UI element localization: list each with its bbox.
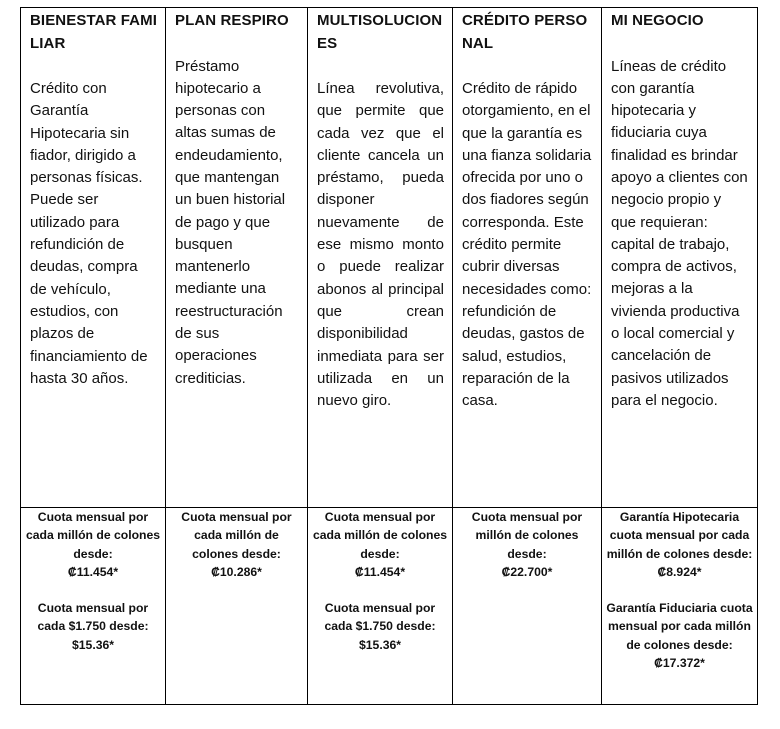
fee-block <box>25 508 161 581</box>
fee-label: Cuota mensual por cada millón de colones desde: <box>181 510 292 561</box>
credito-personal-title: CRÉDITO PERSONAL <box>462 12 588 52</box>
fee-block <box>170 508 303 581</box>
fee-label: Cuota mensual por cada $1.750 desde: <box>37 601 149 634</box>
mi-negocio-title: MI NEGOCIO <box>611 12 704 29</box>
fee-block <box>312 599 448 654</box>
multisoluciones-description: Línea revolutiva, que permite que cada vez que el cliente cancela un préstamo, pueda disponer nuevamente de ese mismo monto o puede realizar abonos al principal que crean disponibilidad inmediata para ser utilizada en un nuevo giro. <box>317 80 444 410</box>
plan-respiro-description: Préstamo hipotecario a personas con altas sumas de endeudamiento, que mantengan un buen historial de pago y que busquen mantenerlo mediante una reestructuración de sus operaciones crediticias. <box>175 57 286 387</box>
fee-block <box>457 508 597 581</box>
fee-block <box>606 599 753 672</box>
mi-negocio-description: Líneas de crédito con garantía hipotecaria y fiduciaria cuya finalidad es brindar apoyo a clientes con negocio propio y que requieran: capital de trabajo, compra de activos, mejoras a la vivienda productiva o local comercial y cancelación de pasivos utilizados para el negocio. <box>611 57 748 409</box>
plan-respiro-title: PLAN RESPIRO <box>175 12 289 29</box>
fee-value: ₡22.700* <box>501 564 553 579</box>
plan-respiro-cell <box>166 8 308 508</box>
credit-products-table <box>20 7 758 705</box>
monthly-fee-row <box>21 508 758 705</box>
fee-value: $15.36* <box>71 637 115 652</box>
fee-label: Cuota mensual por cada millón de colones desde: <box>312 510 448 561</box>
product-description-row <box>21 8 758 508</box>
fee-label: Cuota mensual por millón de colones desde: <box>471 510 583 561</box>
plan-respiro-fees <box>166 508 308 705</box>
fee-value: ₡8.924* <box>657 564 702 579</box>
bienestar-familiar-title: BIENESTAR FAMILIAR <box>30 12 157 52</box>
fee-value: ₡11.454* <box>354 564 406 579</box>
fee-value: ₡17.372* <box>654 656 705 671</box>
fee-block <box>25 599 161 654</box>
mi-negocio-fees <box>602 508 758 705</box>
mi-negocio-cell <box>602 8 758 508</box>
credito-personal-description: Crédito de rápido otorgamiento, en el que la garantía es una fianza solidaria ofrecida por uno o dos fiadores según corresponda. Este crédito permite cubrir diversas necesidades como: refundición de deudas, gastos de salud, estudios, reparación de la casa. <box>462 80 592 410</box>
fee-label: Cuota mensual por cada $1.750 desde: <box>324 601 436 634</box>
multisoluciones-cell <box>308 8 453 508</box>
bienestar-familiar-description: Crédito con Garantía Hipotecaria sin fiador, dirigido a personas físicas. Puede ser utilizado para refundición de deudas, compra de vehículo, estudios, con plazos de financiamiento de hasta 30 años. <box>30 80 148 387</box>
fee-block <box>312 508 448 581</box>
fee-label: Garantía Hipotecaria cuota mensual por cada millón de colones desde: <box>606 510 753 561</box>
bienestar-familiar-fees <box>21 508 166 705</box>
bienestar-familiar-cell <box>21 8 166 508</box>
multisoluciones-title: MULTISOLUCIONES <box>317 12 443 52</box>
fee-label: Cuota mensual por cada millón de colones desde: <box>25 510 161 561</box>
credito-personal-fees <box>453 508 602 705</box>
fee-label: Garantía Fiduciaria cuota mensual por cada millón de colones desde: <box>606 601 753 652</box>
fee-block <box>606 508 753 581</box>
fee-value: ₡11.454* <box>67 564 119 579</box>
multisoluciones-fees <box>308 508 453 705</box>
fee-value: $15.36* <box>358 637 402 652</box>
credito-personal-cell <box>453 8 602 508</box>
fee-value: ₡10.286* <box>211 564 262 579</box>
